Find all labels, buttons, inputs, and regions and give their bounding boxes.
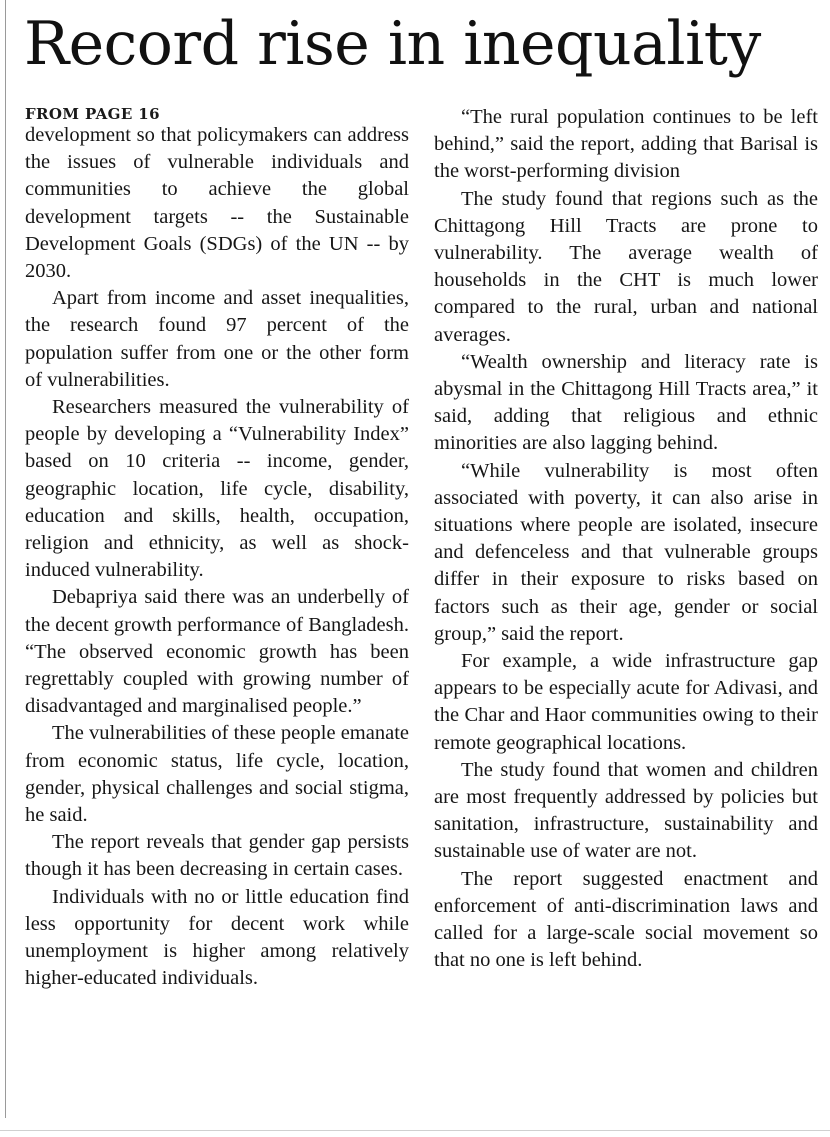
paragraph: Researchers measured the vulnerability of people by developing a “Vulnerability Index” based on 10 criteria -- income, gender, geographic location, life cycle, disability, education and skills, health, occupation, religion and ethnicity, as well as shock-induced vulnerability. [25,396,409,582]
paragraph: The report suggested enactment and enforcement of anti-discrimination laws and called for a large-scale social movement so that no one is left behind. [434,867,818,972]
bottom-rule [0,1130,830,1131]
paragraph: “Wealth ownership and literacy rate is abysmal in the Chittagong Hill Tracts area,” it said, adding that religious and ethnic minorities are also lagging behind. [434,350,818,455]
column-rule [5,0,6,1118]
paragraph: development so that policymakers can address the issues of vulnerable individuals and communities to achieve the global development targets -- the Sustainable Development Goals (SDGs) of the UN -- by 2030. [25,124,409,283]
paragraph: For example, a wide infrastructure gap appears to be especially acute for Adivasi, and the Char and Haor communities owing to their remote geographical locations. [434,650,818,754]
article-column-right [434,104,818,975]
paragraph: Apart from income and asset inequalities, the research found 97 percent of the population suffer from one or the other form of vulnerabilities. [25,287,409,391]
paragraph: Debapriya said there was an underbelly of the decent growth performance of Bangladesh. “The observed economic growth has been regrettably coupled with growing number of disadvantaged and marginalised people.” [25,586,409,718]
article-column-left [25,104,409,993]
paragraph: The study found that women and children are most frequently addressed by policies but sanitation, infrastructure, sustainability and sustainable use of water are not. [434,758,818,863]
continuation-kicker: FROM PAGE 16 [25,105,160,123]
paragraph: The report reveals that gender gap persists though it has been decreasing in certain cases. [25,831,409,881]
paragraph: “While vulnerability is most often associated with poverty, it can also arise in situations where people are isolated, insecure and defenceless and that vulnerable groups differ in their exposure to risks based on factors such as their age, gender or social group,” said the report. [434,459,818,645]
paragraph: The vulnerabilities of these people emanate from economic status, life cycle, location, gender, physical challenges and social stigma, he said. [25,722,409,827]
paragraph: Individuals with no or little education find less opportunity for decent work while unemployment is higher among relatively higher-educated individuals. [25,885,409,990]
headline: Record rise in inequality [24,9,761,79]
paragraph: “The rural population continues to be left behind,” said the report, adding that Barisal is the worst-performing division [434,106,818,183]
paragraph: The study found that regions such as the Chittagong Hill Tracts are prone to vulnerability. The average wealth of households in the CHT is much lower compared to the rural, urban and national averages. [434,187,818,346]
